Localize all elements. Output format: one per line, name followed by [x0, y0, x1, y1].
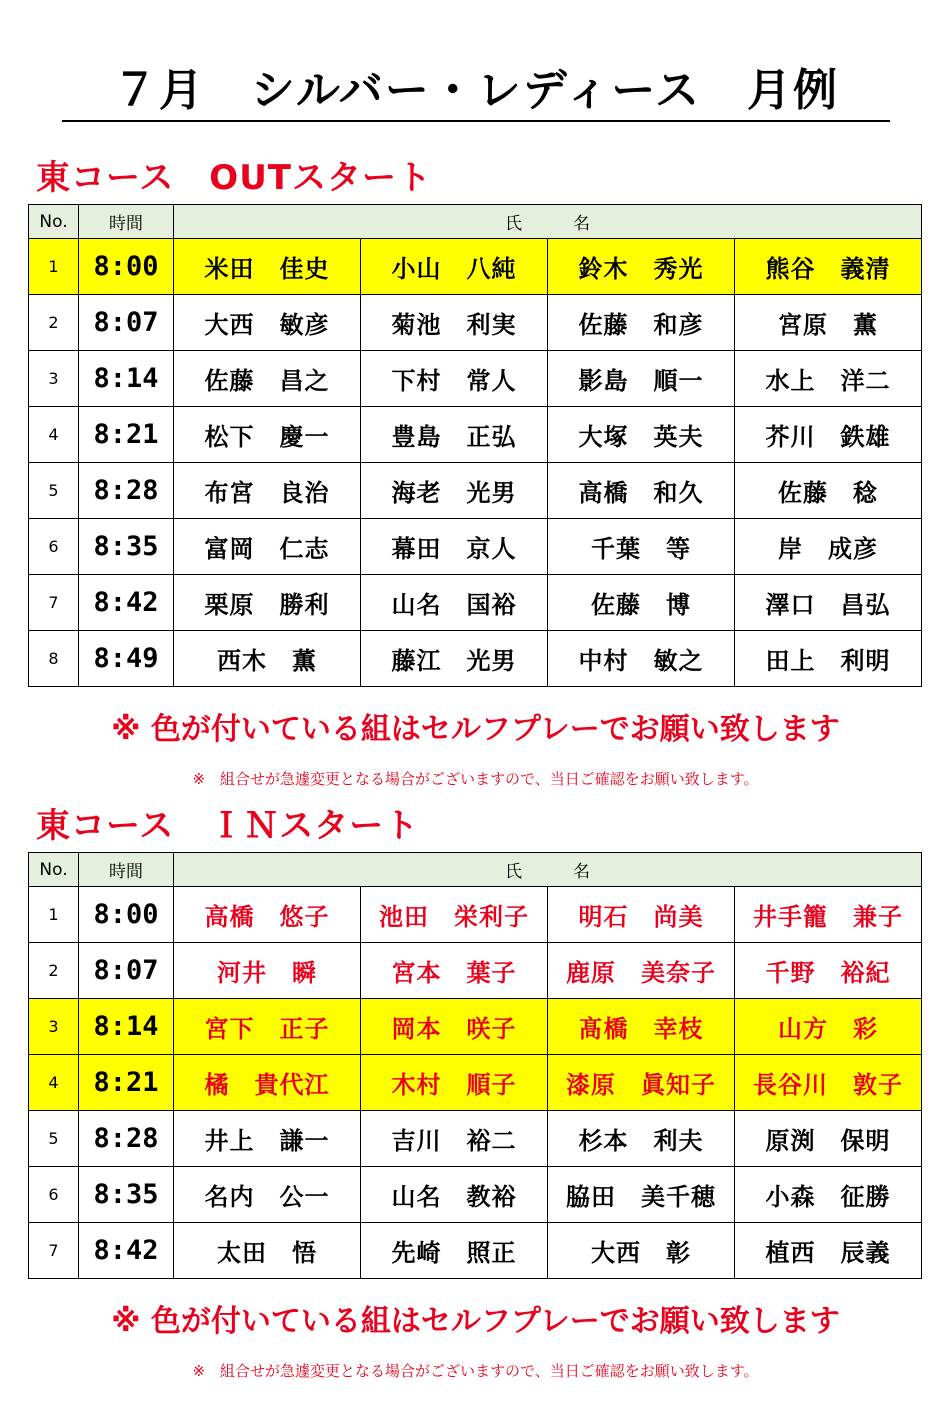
- tee-time: 8:00: [79, 887, 174, 943]
- table-row: [29, 575, 922, 631]
- player-name: 佐藤 和彦: [548, 295, 735, 351]
- table-row: [29, 239, 922, 295]
- player-name: 井手籠 兼子: [735, 887, 922, 943]
- player-name: 中村 敏之: [548, 631, 735, 687]
- table-row: [29, 943, 922, 999]
- player-name: 明石 尚美: [548, 887, 735, 943]
- group-number: 3: [29, 999, 79, 1055]
- player-name: 松下 慶一: [174, 407, 361, 463]
- table-row: [29, 407, 922, 463]
- table-row: [29, 999, 922, 1055]
- player-name: 橘 貴代江: [174, 1055, 361, 1111]
- player-name: 小森 征勝: [735, 1167, 922, 1223]
- player-name: 漆原 眞知子: [548, 1055, 735, 1111]
- player-name: 水上 洋二: [735, 351, 922, 407]
- player-name: 鹿原 美奈子: [548, 943, 735, 999]
- player-name: 脇田 美千穂: [548, 1167, 735, 1223]
- player-name: 影島 順一: [548, 351, 735, 407]
- player-name: 西木 薫: [174, 631, 361, 687]
- header-time: 時間: [79, 853, 174, 887]
- player-name: 大西 彰: [548, 1223, 735, 1279]
- tee-time: 8:42: [79, 1223, 174, 1279]
- tee-time: 8:07: [79, 943, 174, 999]
- group-number: 6: [29, 519, 79, 575]
- header-no: No.: [29, 205, 79, 239]
- player-name: 大塚 英夫: [548, 407, 735, 463]
- table-row: [29, 1167, 922, 1223]
- player-name: 原渕 保明: [735, 1111, 922, 1167]
- player-name: 井上 謙一: [174, 1111, 361, 1167]
- group-number: 5: [29, 463, 79, 519]
- group-number: 8: [29, 631, 79, 687]
- tee-time: 8:28: [79, 463, 174, 519]
- player-name: 高橋 和久: [548, 463, 735, 519]
- tee-time: 8:49: [79, 631, 174, 687]
- player-name: 山名 国裕: [361, 575, 548, 631]
- player-name: 太田 悟: [174, 1223, 361, 1279]
- player-name: 河井 瞬: [174, 943, 361, 999]
- tee-time: 8:14: [79, 351, 174, 407]
- section-heading-in: 東コース ＩＮスタート: [36, 806, 420, 846]
- table-row: [29, 295, 922, 351]
- player-name: 千葉 等: [548, 519, 735, 575]
- table-row: [29, 351, 922, 407]
- player-name: 布宮 良治: [174, 463, 361, 519]
- player-name: 長谷川 敦子: [735, 1055, 922, 1111]
- player-name: 澤口 昌弘: [735, 575, 922, 631]
- tee-time: 8:35: [79, 1167, 174, 1223]
- table-row: [29, 887, 922, 943]
- player-name: 髙橋 幸枝: [548, 999, 735, 1055]
- table-header-row: [29, 205, 922, 239]
- group-number: 2: [29, 295, 79, 351]
- player-name: 宮下 正子: [174, 999, 361, 1055]
- tee-time: 8:21: [79, 407, 174, 463]
- tee-time: 8:42: [79, 575, 174, 631]
- pairing-table-in: [28, 852, 922, 1279]
- player-name: 菊池 利実: [361, 295, 548, 351]
- change-subnote-in: ※ 組合せが急遽変更となる場合がございますので、当日ご確認をお願い致します。: [192, 1362, 759, 1380]
- player-name: 植西 辰義: [735, 1223, 922, 1279]
- header-name: 氏 名: [174, 853, 922, 887]
- table-row: [29, 519, 922, 575]
- player-name: 下村 常人: [361, 351, 548, 407]
- player-name: 鈴木 秀光: [548, 239, 735, 295]
- player-name: 名内 公一: [174, 1167, 361, 1223]
- group-number: 2: [29, 943, 79, 999]
- group-number: 6: [29, 1167, 79, 1223]
- player-name: 杉本 利夫: [548, 1111, 735, 1167]
- tee-time: 8:35: [79, 519, 174, 575]
- player-name: 高橋 悠子: [174, 887, 361, 943]
- page-title: ７月 シルバー・レディース 月例: [62, 62, 890, 122]
- table-row: [29, 1223, 922, 1279]
- header-name: 氏 名: [174, 205, 922, 239]
- player-name: 先崎 照正: [361, 1223, 548, 1279]
- player-name: 吉川 裕二: [361, 1111, 548, 1167]
- section-heading-out: 東コース OUTスタート: [36, 158, 433, 198]
- player-name: 大西 敏彦: [174, 295, 361, 351]
- self-play-notice-in: ※ 色が付いている組はセルフプレーでお願い致します: [111, 1304, 840, 1339]
- player-name: 宮本 葉子: [361, 943, 548, 999]
- pairing-table-out: [28, 204, 922, 687]
- tee-time: 8:21: [79, 1055, 174, 1111]
- table-row: [29, 463, 922, 519]
- group-number: 1: [29, 887, 79, 943]
- header-no: No.: [29, 853, 79, 887]
- header-time: 時間: [79, 205, 174, 239]
- player-name: 富岡 仁志: [174, 519, 361, 575]
- tee-time: 8:00: [79, 239, 174, 295]
- self-play-notice-out: ※ 色が付いている組はセルフプレーでお願い致します: [111, 712, 840, 747]
- player-name: 芥川 鉄雄: [735, 407, 922, 463]
- player-name: 岡本 咲子: [361, 999, 548, 1055]
- group-number: 3: [29, 351, 79, 407]
- group-number: 5: [29, 1111, 79, 1167]
- player-name: 藤江 光男: [361, 631, 548, 687]
- change-subnote-out: ※ 組合せが急遽変更となる場合がございますので、当日ご確認をお願い致します。: [192, 770, 759, 788]
- player-name: 山方 彩: [735, 999, 922, 1055]
- player-name: 幕田 京人: [361, 519, 548, 575]
- player-name: 岸 成彦: [735, 519, 922, 575]
- table-header-row: [29, 853, 922, 887]
- group-number: 1: [29, 239, 79, 295]
- group-number: 7: [29, 1223, 79, 1279]
- player-name: 千野 裕紀: [735, 943, 922, 999]
- player-name: 佐藤 博: [548, 575, 735, 631]
- player-name: 木村 順子: [361, 1055, 548, 1111]
- player-name: 豊島 正弘: [361, 407, 548, 463]
- player-name: 米田 佳史: [174, 239, 361, 295]
- table-row: [29, 1055, 922, 1111]
- player-name: 田上 利明: [735, 631, 922, 687]
- table-row: [29, 631, 922, 687]
- player-name: 佐藤 稔: [735, 463, 922, 519]
- tee-time: 8:14: [79, 999, 174, 1055]
- player-name: 池田 栄利子: [361, 887, 548, 943]
- player-name: 栗原 勝利: [174, 575, 361, 631]
- group-number: 7: [29, 575, 79, 631]
- player-name: 山名 教裕: [361, 1167, 548, 1223]
- tee-time: 8:07: [79, 295, 174, 351]
- table-row: [29, 1111, 922, 1167]
- player-name: 佐藤 昌之: [174, 351, 361, 407]
- player-name: 小山 八純: [361, 239, 548, 295]
- tee-time: 8:28: [79, 1111, 174, 1167]
- player-name: 宮原 薫: [735, 295, 922, 351]
- player-name: 熊谷 義清: [735, 239, 922, 295]
- group-number: 4: [29, 407, 79, 463]
- player-name: 海老 光男: [361, 463, 548, 519]
- group-number: 4: [29, 1055, 79, 1111]
